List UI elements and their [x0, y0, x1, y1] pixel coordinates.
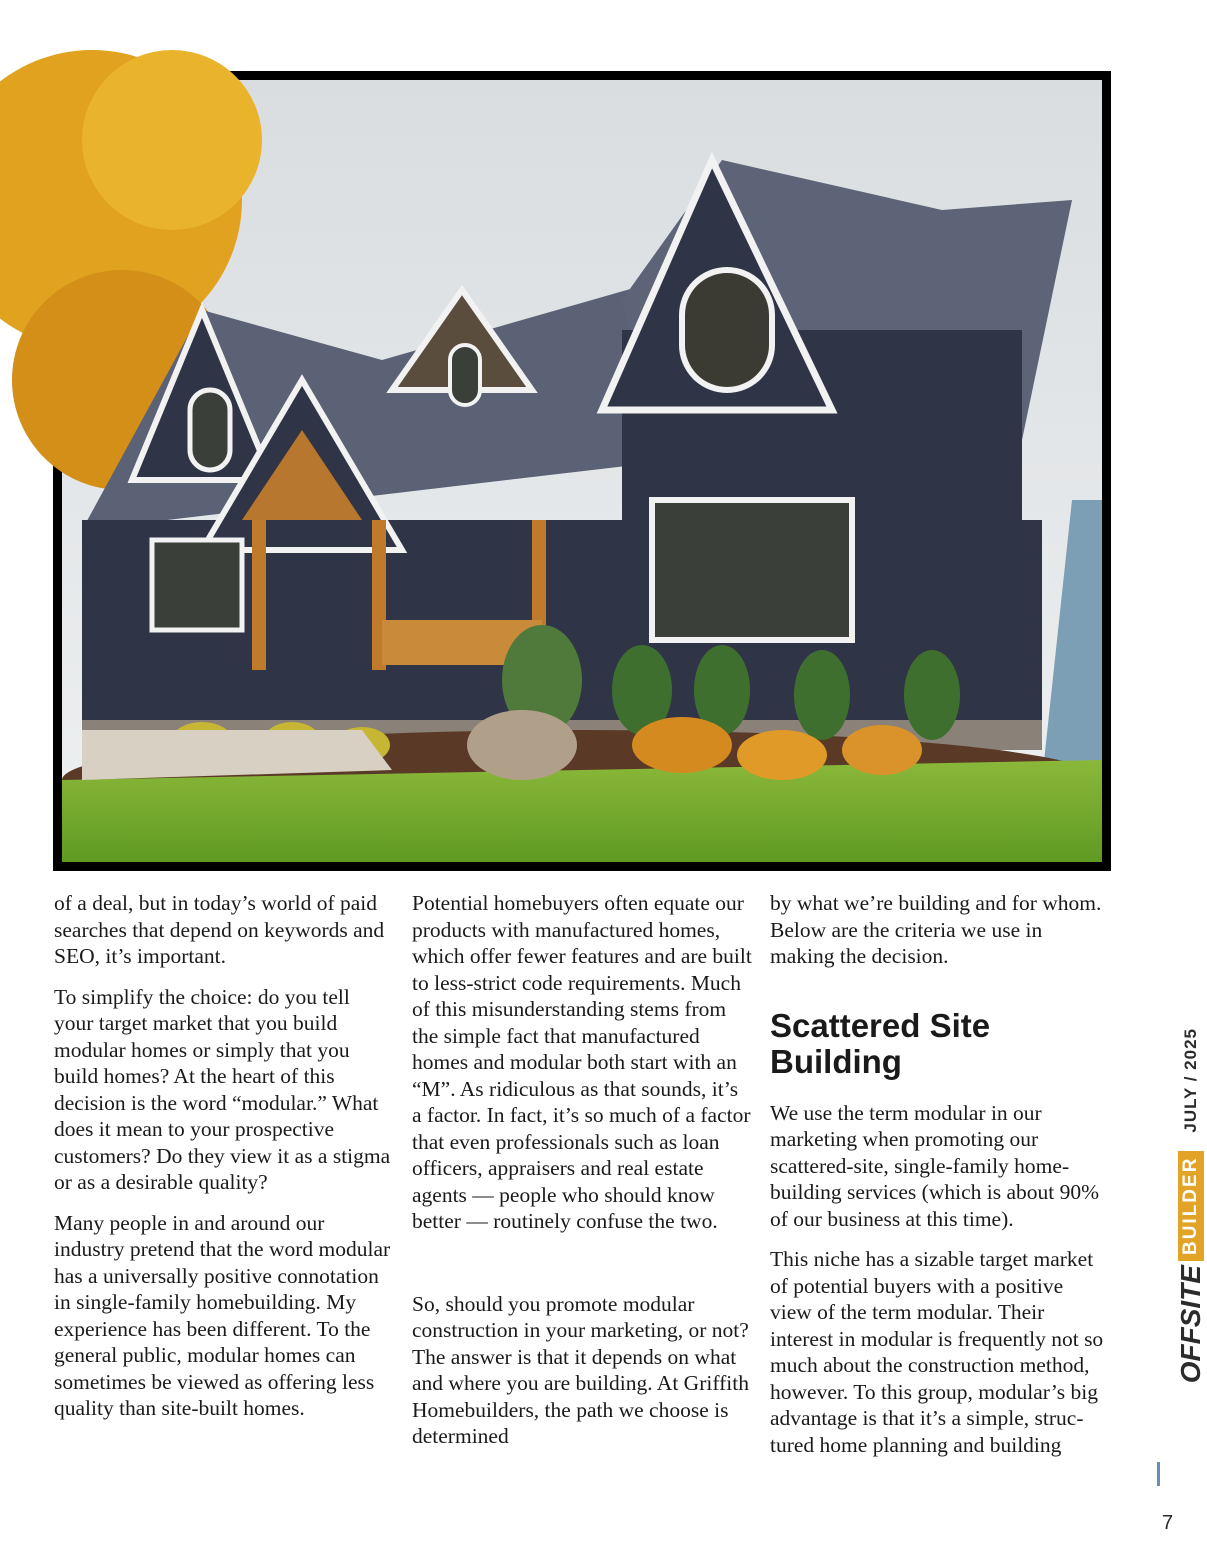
- magazine-sidebar: [1145, 1028, 1206, 1384]
- paragraph: Potential homebuyers often equate our products with manufactured homes, which offer fewer features and are built to less-strict code requirements. Much of this misunderstanding stems from the simple fact that manufactured homes and modular both start with an “M”. As ridiculous as that sounds, it’s a factor. In fact, it’s so much of a factor that even professionals such as loan officers, appraisers and real estate agents — people who should know better — routinely confuse the two.: [412, 891, 752, 1233]
- paragraph: by what we’re building and for whom. Below are the criteria we use in making the decision.: [770, 891, 1102, 968]
- text-column-3: [770, 890, 1110, 1472]
- paragraph: Many people in and around our industry pretend that the word modular has a universally positive connotation in single-family homebuilding. My experience has been different. To the general public, modular homes can sometimes be viewed as offering less quality than site-built homes.: [54, 1210, 391, 1420]
- divider: [1157, 1462, 1160, 1486]
- brand-builder: BUILDER: [1178, 1151, 1204, 1261]
- house-photo: [53, 71, 1111, 871]
- text-column-2: [412, 890, 752, 1464]
- text-column-1: [54, 890, 394, 1436]
- page-number: 7: [1162, 1512, 1174, 1534]
- paragraph: So, should you promote modular construction in your marketing, or not? The answer is that it depends on what and where you are building. At Griffith Homebuilders, the path we choose is determined: [412, 1291, 749, 1448]
- house-illustration: [62, 80, 1102, 862]
- paragraph: This niche has a sizable target market of potential buyers with a positive view of the term modular. Their interest in modular is frequently not so much about the construction method, however. To this group, modular’s big advantage is that it’s a simple, structured home planning and building: [770, 1247, 1104, 1457]
- section-heading: Scattered Site Building: [770, 1006, 991, 1080]
- paragraph: We use the term modular in our marketing when promoting our scattered-site, single-family homebuilding services (which is about 90% of our business at this time).: [770, 1100, 1100, 1231]
- brand-offsite: OFFSITE: [1175, 1265, 1206, 1384]
- paragraph: of a deal, but in today’s world of paid searches that depend on keywords and SEO, it’s important.: [54, 891, 385, 968]
- paragraph: To simplify the choice: do you tell your target market that you build modular homes or simply that you build homes? At the heart of this decision is the word “modular.” What does it mean to your prospective customers? Do they view it as a stigma or as a desirable quality?: [54, 984, 391, 1194]
- issue-date: JULY / 2025: [1181, 1028, 1200, 1133]
